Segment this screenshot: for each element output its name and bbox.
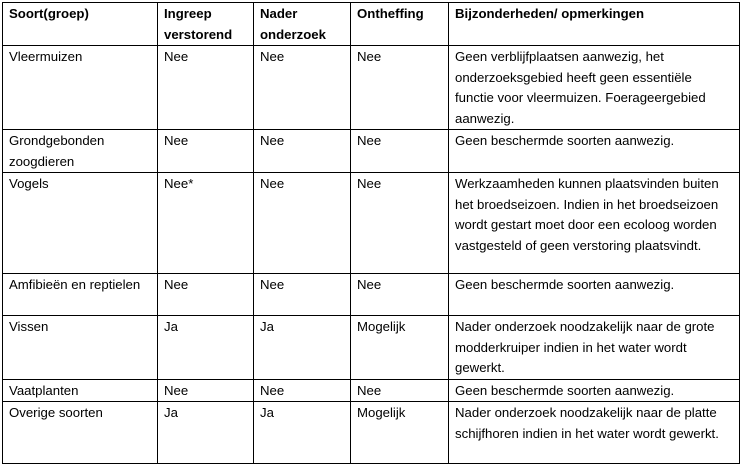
header-further-research: Nader onderzoek	[254, 3, 351, 46]
table-row	[3, 130, 740, 173]
cell-species: Vleermuizen	[3, 46, 158, 130]
cell-exemption: Nee	[351, 274, 449, 316]
table-row	[3, 402, 740, 464]
cell-remarks: Geen beschermde soorten aanwezig.	[449, 379, 740, 402]
cell-disturbing: Nee*	[158, 173, 254, 274]
cell-disturbing: Nee	[158, 130, 254, 173]
cell-exemption: Mogelijk	[351, 402, 449, 464]
cell-disturbing: Nee	[158, 46, 254, 130]
cell-exemption: Nee	[351, 379, 449, 402]
cell-remarks: Nader onderzoek noodzakelijk naar de grote modderkruiper indien in het water wordt gewerkt.	[449, 316, 740, 380]
cell-remarks: Geen beschermde soorten aanwezig.	[449, 130, 740, 173]
cell-exemption: Mogelijk	[351, 316, 449, 380]
cell-further-research: Nee	[254, 274, 351, 316]
cell-remarks: Geen beschermde soorten aanwezig.	[449, 274, 740, 316]
cell-species: Overige soorten	[3, 402, 158, 464]
cell-disturbing: Ja	[158, 402, 254, 464]
cell-further-research: Nee	[254, 379, 351, 402]
cell-species: Grondgebonden zoogdieren	[3, 130, 158, 173]
cell-further-research: Nee	[254, 130, 351, 173]
cell-remarks: Werkzaamheden kunnen plaatsvinden buiten het broedseizoen. Indien in het broedseizoen wordt gestart moet door een ecoloog worden vastgesteld of geen verstoring plaatsvindt.	[449, 173, 740, 274]
cell-species: Amfibieën en reptielen	[3, 274, 158, 316]
header-exemption: Ontheffing	[351, 3, 449, 46]
table-row	[3, 379, 740, 402]
cell-remarks: Geen verblijfplaatsen aanwezig, het onderzoeksgebied heeft geen essentiële functie voor vleermuizen. Foerageergebied aanwezig.	[449, 46, 740, 130]
table-row	[3, 46, 740, 130]
table-row	[3, 274, 740, 316]
cell-disturbing: Ja	[158, 316, 254, 380]
cell-species: Vogels	[3, 173, 158, 274]
table-row	[3, 316, 740, 380]
cell-remarks: Nader onderzoek noodzakelijk naar de platte schijfhoren indien in het water wordt gewerkt.	[449, 402, 740, 464]
header-row	[3, 3, 740, 46]
cell-further-research: Nee	[254, 173, 351, 274]
header-disturbing: Ingreep verstorend	[158, 3, 254, 46]
cell-disturbing: Nee	[158, 274, 254, 316]
table-row	[3, 173, 740, 274]
cell-species: Vaatplanten	[3, 379, 158, 402]
cell-disturbing: Nee	[158, 379, 254, 402]
species-table	[2, 2, 740, 464]
cell-species: Vissen	[3, 316, 158, 380]
cell-exemption: Nee	[351, 46, 449, 130]
cell-further-research: Nee	[254, 46, 351, 130]
cell-further-research: Ja	[254, 316, 351, 380]
header-species-group: Soort(groep)	[3, 3, 158, 46]
cell-further-research: Ja	[254, 402, 351, 464]
cell-exemption: Nee	[351, 130, 449, 173]
header-remarks: Bijzonderheden/ opmerkingen	[449, 3, 740, 46]
cell-exemption: Nee	[351, 173, 449, 274]
